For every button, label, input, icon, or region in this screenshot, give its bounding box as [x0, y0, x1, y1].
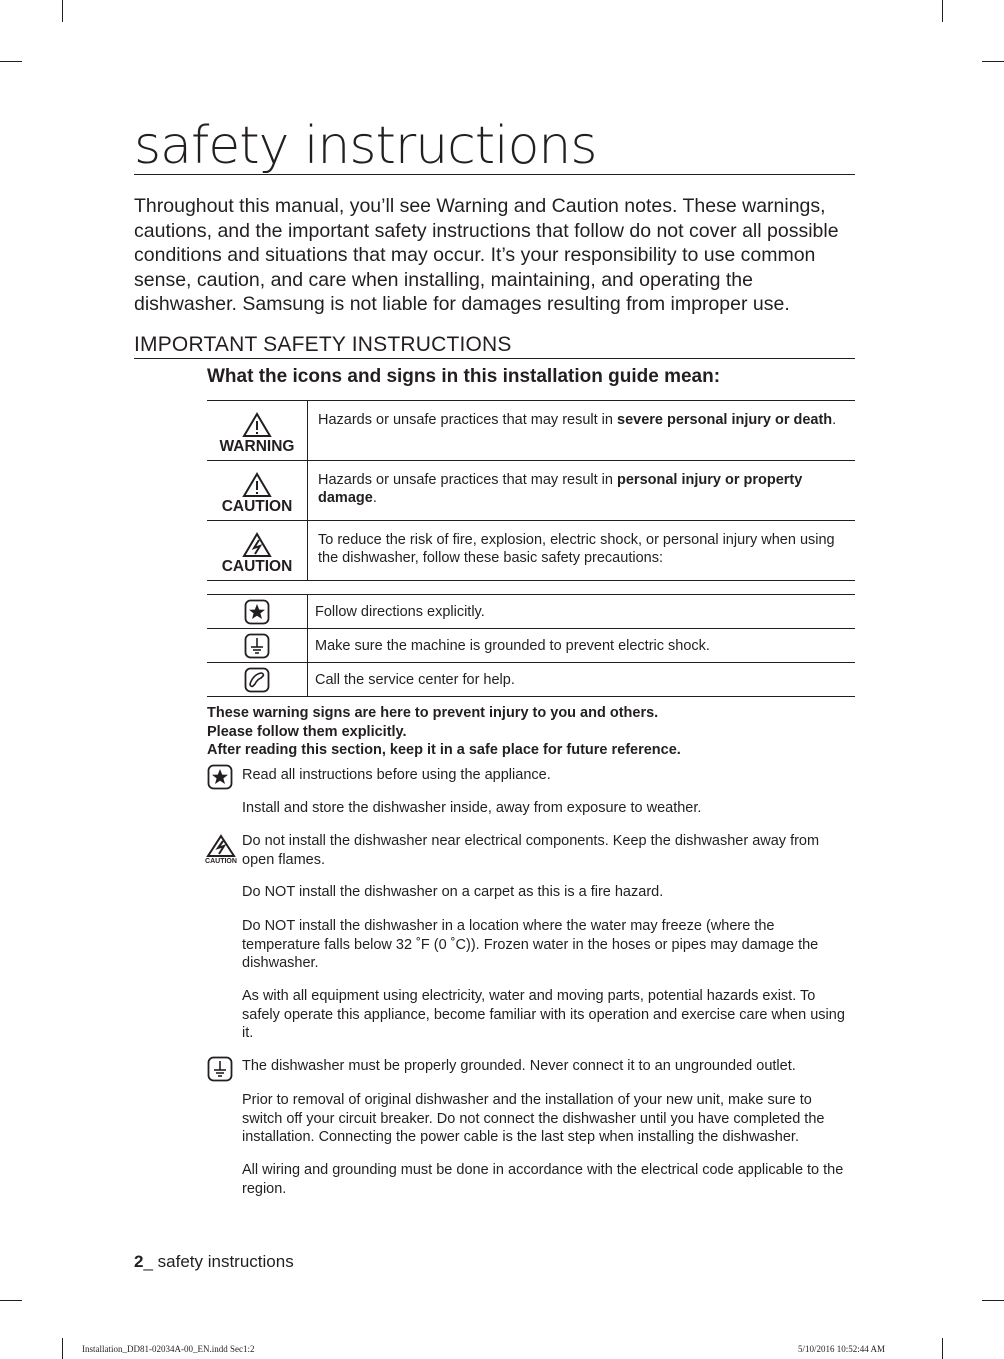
- instruction-paragraph: Install and store the dishwasher inside, away from exposure to weather.: [242, 800, 702, 816]
- symbol-description: Follow directions explicitly.: [308, 595, 856, 629]
- caution-triangle-icon: [242, 472, 272, 498]
- instruction-paragraph: Read all instructions before using the appliance.: [242, 767, 551, 783]
- crop-mark: [982, 61, 1004, 62]
- sign-label: CAUTION: [221, 558, 293, 575]
- symbol-cell: [207, 663, 308, 697]
- symbol-cell: [207, 629, 308, 663]
- print-slug-file: Installation_DD81-02034A-00_EN.indd Sec1:2: [82, 1344, 255, 1354]
- phone-service-icon: [244, 667, 270, 693]
- print-slug-date: 5/10/2016 10:52:44 AM: [798, 1344, 886, 1354]
- page-title: safety instructions: [134, 118, 855, 175]
- table-row: [207, 461, 855, 521]
- table-row: [207, 521, 855, 581]
- table-row: [207, 401, 855, 461]
- crop-mark: [62, 1338, 63, 1359]
- footer-label: _ safety instructions: [143, 1252, 294, 1271]
- crop-mark: [942, 0, 943, 22]
- caution-side-label: CAUTION: [205, 858, 237, 865]
- sign-description: To reduce the risk of fire, explosion, electric shock, or personal injury when using the dishwasher, follow these basic safety precautions:: [308, 521, 856, 581]
- instruction-paragraph: Do NOT install the dishwasher on a carpet as this is a fire hazard.: [242, 884, 664, 900]
- sign-description: Hazards or unsafe practices that may result in severe personal injury or death.: [308, 401, 856, 461]
- instruction-paragraph: As with all equipment using electricity, water and moving parts, potential hazards exist. To safely operate this appliance, become familiar with its operation and exercise care when using it.: [242, 988, 845, 1041]
- instruction-paragraph: Prior to removal of original dishwasher and the installation of your new unit, make sure to switch off your circuit breaker. Do not connect the dishwasher until you have completed the installation. Connecting the power cable is the last step when installing the dishwasher.: [242, 1092, 825, 1145]
- crop-mark: [62, 0, 63, 22]
- instruction-paragraph: All wiring and grounding must be done in accordance with the electrical code applicable to the region.: [242, 1162, 844, 1197]
- table-row: [207, 629, 855, 663]
- instruction-paragraph: The dishwasher must be properly grounded. Never connect it to an ungrounded outlet.: [242, 1058, 796, 1074]
- page-number: 2: [134, 1252, 144, 1271]
- warning-triangle-icon: [242, 412, 272, 438]
- instruction-paragraph: Do not install the dishwasher near electrical components. Keep the dishwasher away from open flames.: [242, 833, 820, 868]
- table-row: [207, 663, 855, 697]
- intro-paragraph: Throughout this manual, you’ll see Warning and Caution notes. These warnings, cautions, and the important safety instructions that follow do not cover all possible conditions and situations that may occur. It’s your responsibility to use common sense, caution, and care when installing, maintaining, and operating the dishwasher. Samsung is not liable for damages resulting from improper use.: [134, 195, 839, 316]
- ground-icon: [207, 1056, 233, 1082]
- electric-caution-triangle-icon: [242, 532, 272, 558]
- subheading: What the icons and signs in this installation guide mean:: [207, 366, 721, 387]
- crop-mark: [942, 1338, 943, 1359]
- warning-notes: These warning signs are here to prevent injury to you and others. Please follow them explicitly. After reading this section, keep it in a safe place for future reference.: [207, 705, 681, 758]
- star-directions-icon: [244, 599, 270, 625]
- crop-mark: [982, 1300, 1004, 1301]
- sign-label: CAUTION: [221, 498, 293, 515]
- table-row: [207, 595, 855, 629]
- symbols-table: [207, 594, 855, 697]
- symbol-cell: [207, 595, 308, 629]
- sign-label: WARNING: [219, 438, 295, 455]
- page-footer: [134, 1252, 294, 1272]
- crop-mark: [0, 1300, 22, 1301]
- ground-icon: [244, 633, 270, 659]
- electric-caution-triangle-icon: [206, 834, 236, 858]
- sign-cell: [207, 461, 308, 521]
- sign-description: Hazards or unsafe practices that may result in personal injury or property damage.: [308, 461, 856, 521]
- symbol-description: Make sure the machine is grounded to prevent electric shock.: [308, 629, 856, 663]
- sign-cell: [207, 401, 308, 461]
- instruction-paragraph: Do NOT install the dishwasher in a location where the water may freeze (where the temperature falls below 32 ˚F (0 ˚C)). Frozen water in the hoses or pipes may damage the dishwasher.: [242, 918, 819, 971]
- caution-side-icon: [203, 834, 239, 866]
- signs-table: [207, 400, 855, 581]
- sign-cell: [207, 521, 308, 581]
- star-directions-icon: [207, 764, 233, 790]
- section-heading: IMPORTANT SAFETY INSTRUCTIONS: [134, 331, 855, 359]
- symbol-description: Call the service center for help.: [308, 663, 856, 697]
- crop-mark: [0, 61, 22, 62]
